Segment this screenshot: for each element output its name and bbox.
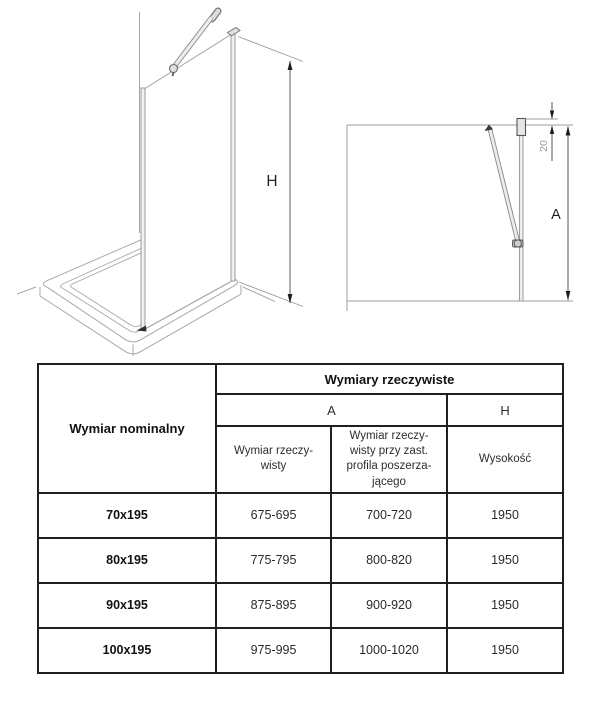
header-h: H bbox=[447, 394, 563, 426]
header-line: jącego bbox=[372, 475, 406, 488]
table-row bbox=[38, 628, 563, 673]
cell-a-profile: 800-820 bbox=[331, 538, 447, 583]
header-line: Wymiar rzeczy- bbox=[233, 445, 314, 458]
width-dimension bbox=[551, 126, 570, 301]
cell-nominal: 90x195 bbox=[38, 583, 216, 628]
header-height: Wysokość bbox=[447, 426, 563, 493]
cell-a-actual: 875-895 bbox=[216, 583, 331, 628]
cell-a-actual: 975-995 bbox=[216, 628, 331, 673]
cell-height: 1950 bbox=[447, 538, 563, 583]
height-dimension-label: H bbox=[266, 173, 278, 190]
header-actual-dim-with-profile bbox=[331, 426, 447, 493]
cell-height: 1950 bbox=[447, 583, 563, 628]
table-row bbox=[38, 583, 563, 628]
room-outline bbox=[347, 125, 573, 311]
header-line: profila poszerza- bbox=[346, 460, 432, 473]
cell-a-actual: 675-695 bbox=[216, 493, 331, 538]
support-rod-top bbox=[485, 125, 524, 248]
table-row bbox=[38, 493, 563, 538]
header-line: Wymiar rzeczy- bbox=[349, 430, 429, 442]
table-header-row-1 bbox=[38, 364, 563, 394]
wall-offset-dimension-label: 20 bbox=[538, 140, 550, 152]
cell-a-profile: 700-720 bbox=[331, 493, 447, 538]
height-dimension bbox=[238, 37, 303, 307]
top-bracket bbox=[228, 28, 241, 36]
cell-a-profile: 900-920 bbox=[331, 583, 447, 628]
header-line: wisty przy zast. bbox=[350, 445, 428, 458]
width-dimension-label: A bbox=[551, 207, 561, 223]
header-nominal-dimension: Wymiar nominalny bbox=[38, 364, 216, 493]
cell-nominal: 100x195 bbox=[38, 628, 216, 673]
cell-height: 1950 bbox=[447, 628, 563, 673]
cell-height: 1950 bbox=[447, 493, 563, 538]
cell-nominal: 70x195 bbox=[38, 493, 216, 538]
dimensions-table bbox=[37, 363, 564, 674]
header-a: A bbox=[216, 394, 447, 426]
side-view-drawing bbox=[17, 11, 303, 356]
wall-offset-dimension bbox=[538, 102, 554, 161]
cell-a-profile: 1000-1020 bbox=[331, 628, 447, 673]
header-actual-dimensions: Wymiary rzeczywiste bbox=[216, 364, 563, 394]
header-actual-dim bbox=[216, 426, 331, 493]
table-row bbox=[38, 538, 563, 583]
header-line: wisty bbox=[260, 460, 287, 473]
cell-a-actual: 775-795 bbox=[216, 538, 331, 583]
cell-nominal: 80x195 bbox=[38, 538, 216, 583]
top-view-drawing bbox=[347, 102, 573, 311]
wall-profile-bracket bbox=[517, 119, 526, 136]
glass-panel bbox=[137, 28, 241, 332]
